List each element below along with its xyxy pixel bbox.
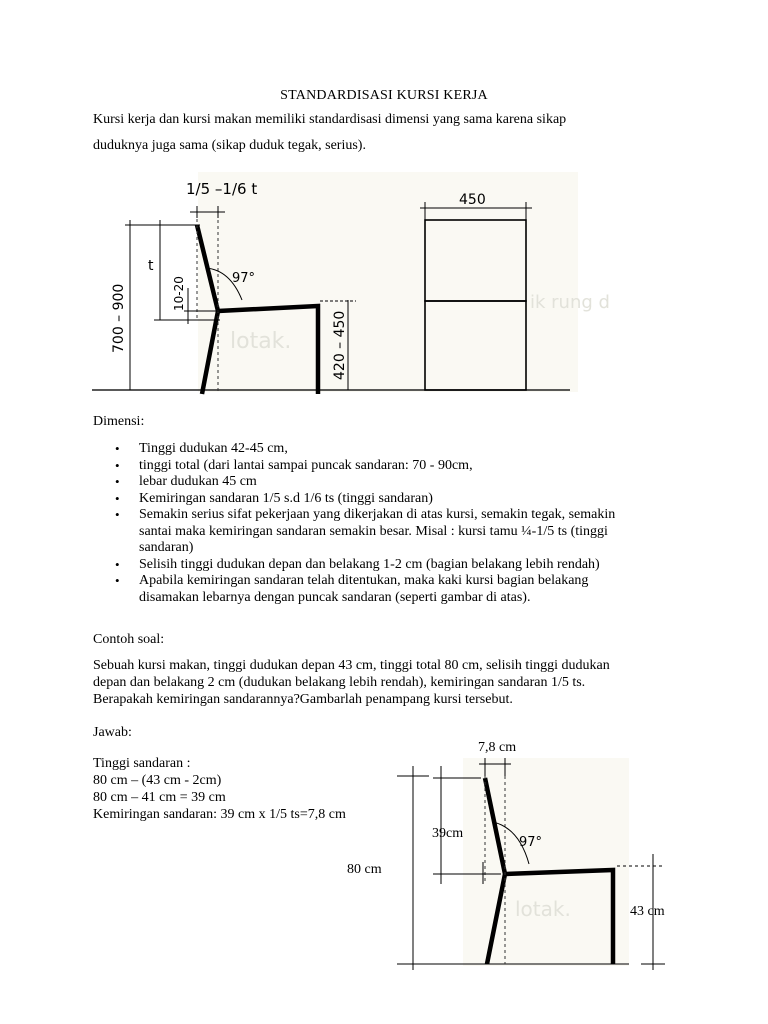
- page-title: STANDARDISASI KURSI KERJA: [280, 88, 488, 103]
- bullet-icon: •: [115, 507, 120, 522]
- jawab-line-2: 80 cm – (43 cm - 2cm): [93, 773, 222, 788]
- dimension-list-item: [93, 441, 693, 458]
- seat-height-label: 420 – 450: [332, 310, 348, 380]
- contoh-heading: Contoh soal:: [93, 632, 165, 647]
- answer-watermark: lotak.: [515, 897, 571, 921]
- jawab-line-3: 80 cm – 41 cm = 39 cm: [93, 790, 226, 805]
- dimension-list-text: Kemiringan sandaran 1/5 s.d 1/6 ts (tinggi sandaran): [139, 490, 433, 506]
- watermark-right: ik rung d: [530, 292, 610, 313]
- answer-angle-label: 97°: [519, 835, 543, 850]
- bullet-icon: •: [115, 573, 120, 588]
- dimension-list: [93, 441, 693, 606]
- bullet-icon: •: [115, 474, 120, 489]
- answer-chair-figure: [395, 756, 675, 971]
- dimension-list-item: [93, 474, 693, 491]
- watermark-left: lotak.: [230, 329, 292, 354]
- contoh-line-2: depan dan belakang 2 cm (dudukan belakang lebih rendah), kemiringan sandaran 1/5 ts.: [93, 675, 586, 690]
- intro-line-1: Kursi kerja dan kursi makan memiliki standardisasi dimensi yang sama karena sikap: [93, 112, 567, 127]
- contoh-line-1: Sebuah kursi makan, tinggi dudukan depan 43 cm, tinggi total 80 cm, selisih tinggi dudukan: [93, 658, 610, 673]
- bullet-icon: •: [115, 457, 120, 473]
- chair-dimension-figure: [90, 168, 610, 403]
- t-label: t: [148, 258, 154, 274]
- dimension-list-item: [93, 573, 693, 606]
- total-height-result-label: 80 cm: [347, 862, 382, 877]
- total-height-label: 700 – 900: [111, 283, 127, 353]
- back-height-label: 39cm: [432, 826, 464, 841]
- dimension-list-item: [93, 557, 693, 574]
- dimension-list-text: Selisih tinggi dudukan depan dan belakang 1-2 cm (bagian belakang lebih rendah): [139, 556, 600, 572]
- dimension-list-text: sandaran): [139, 540, 194, 555]
- offset-label: 10-20: [172, 276, 186, 311]
- width-label: 450: [459, 192, 486, 208]
- dimension-list-text: santai maka kemiringan sandaran semakin besar. Misal : kursi tamu ¼-1/5 ts (tinggi: [139, 523, 608, 539]
- seat-height-result-label: 43 cm: [630, 904, 665, 919]
- dimension-list-item: [93, 507, 693, 557]
- angle-label: 97°: [232, 271, 256, 286]
- bullet-icon: •: [115, 490, 120, 506]
- dimension-list-item: [93, 491, 693, 508]
- dimension-list-text: Apabila kemiringan sandaran telah ditentukan, maka kaki kursi bagian belakang: [139, 573, 589, 588]
- intro-line-2: duduknya juga sama (sikap duduk tegak, serius).: [93, 138, 366, 153]
- dimension-list-text: lebar dudukan 45 cm: [139, 474, 257, 489]
- dimension-list-item: [93, 458, 693, 475]
- jawab-line-4: Kemiringan sandaran: 39 cm x 1/5 ts=7,8 cm: [93, 807, 346, 822]
- jawab-heading: Jawab:: [93, 725, 132, 740]
- contoh-line-3: Berapakah kemiringan sandarannya?Gambarlah penampang kursi tersebut.: [93, 692, 513, 707]
- bullet-icon: •: [115, 556, 120, 572]
- dimension-list-text: tinggi total (dari lantai sampai puncak sandaran: 70 - 90cm,: [139, 457, 473, 473]
- jawab-line-1: Tinggi sandaran :: [93, 756, 191, 771]
- dimension-list-text: Semakin serius sifat pekerjaan yang dikerjakan di atas kursi, semakin tegak, semakin: [139, 507, 616, 522]
- slope-result-label: 7,8 cm: [478, 740, 517, 755]
- bullet-icon: •: [115, 441, 120, 456]
- dimensi-heading: Dimensi:: [93, 414, 145, 429]
- dimension-list-text: disamakan lebarnya dengan puncak sandaran (seperti gambar di atas).: [139, 589, 531, 605]
- slope-label: 1/5 –1/6 t: [186, 180, 258, 198]
- dimension-list-text: Tinggi dudukan 42-45 cm,: [139, 441, 288, 456]
